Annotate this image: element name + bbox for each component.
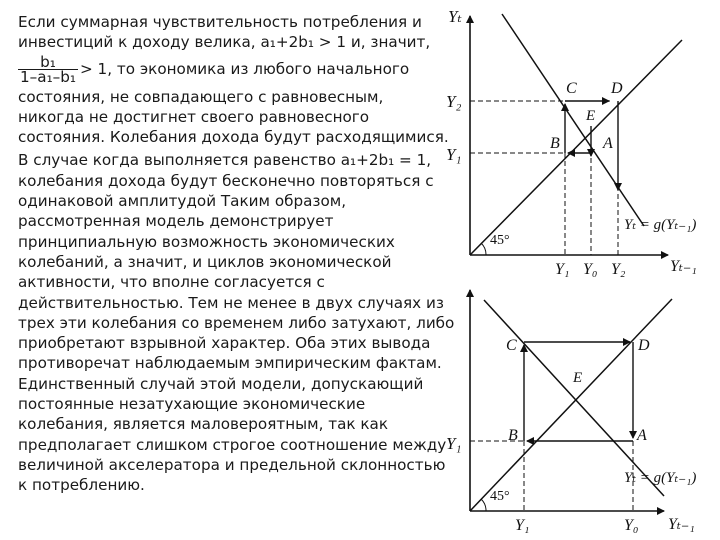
text-line: противоречат наблюдаемым эмпирическим фактам. (18, 354, 442, 373)
text-line: В случае когда выполняется равенство a₁+2b₁ = 1, (18, 151, 432, 170)
point-label-e: E (586, 108, 596, 124)
angle-arc (481, 499, 486, 511)
text-line: состояния, не совпадающего с равновесным, (18, 87, 384, 106)
text-line: Если суммарная чувствительность потребления и (18, 13, 422, 31)
x-axis-label: Yₜ₋₁ (668, 516, 695, 533)
text-line: к потреблению. (18, 476, 145, 495)
y-tick-label: Y₁ (446, 434, 462, 453)
text-line: постоянные незатухающие экономические (18, 395, 366, 414)
text-line: никогда не достигнет своего равновесного (18, 107, 370, 126)
x-tick-label: Y₀ (583, 261, 598, 278)
text-line: > 1, то экономика из любого начального (79, 60, 410, 79)
point-label-b: B (550, 135, 560, 152)
text-line: Единственный случай этой модели, допускающий (18, 374, 424, 393)
curve-label: Yₜ = g(Yₜ₋₁) (624, 470, 697, 486)
text-line: величиной акселератора и предельной склонностью (18, 455, 446, 474)
point-label-a: A (637, 427, 647, 444)
text-line: действительностью. Тем не менее в двух случаях из (18, 293, 444, 312)
point-label-a: A (603, 135, 613, 152)
graph-bottom (446, 290, 696, 534)
point-label-c: C (566, 80, 577, 97)
text-line: одинаковой амплитудой Таким образом, (18, 192, 347, 211)
text-line: инвестиций к доходу велика, a₁+2b₁ > 1 и, значит, (18, 33, 431, 52)
x-axis-label: Yₜ₋₁ (670, 258, 697, 275)
fraction-numerator: b₁ (18, 55, 78, 70)
curve-label: Yₜ = g(Yₜ₋₁) (624, 217, 697, 233)
fraction-denominator: 1–a₁–b₁ (20, 68, 76, 87)
angle-label: 45° (490, 489, 510, 504)
y-tick-label: Y₁ (446, 145, 462, 164)
x-tick-label: Y₀ (624, 517, 639, 534)
text-line: приобретают взрывной характер. Оба этих вывода (18, 334, 431, 353)
y-tick-label: Y₂ (446, 92, 462, 111)
text-line: активности, что вполне согласуется с (18, 273, 325, 292)
angle-label: 45° (490, 233, 510, 248)
text-line: трех эти колебания со временем либо затухают, либо (18, 313, 455, 332)
text-line: рассмотренная модель демонстрирует (18, 212, 334, 231)
text-line: колебания, является маловероятным, так как (18, 415, 389, 434)
curve-line (484, 300, 664, 496)
point-label-b: B (508, 427, 518, 444)
graph-top (446, 7, 697, 278)
text-line: состояния. Колебания дохода будут расходящимися. (18, 128, 449, 147)
x-tick-label: Y₁ (515, 517, 530, 534)
text-line: колебания дохода будут бесконечно повторяться с (18, 171, 434, 190)
text-line: предполагает слишком строгое соотношение между (18, 435, 447, 454)
x-tick-label: Y₁ (555, 261, 570, 278)
y-axis-label: Yₜ (448, 7, 462, 26)
text-line: колебаний, а значит, и циклов экономической (18, 252, 392, 271)
point-label-c: C (506, 337, 517, 354)
curve-line (502, 14, 644, 226)
point-label-e: E (573, 370, 583, 386)
point-label-d: D (611, 80, 623, 97)
x-tick-label: Y₂ (611, 261, 626, 278)
point-label-d: D (638, 337, 650, 354)
angle-arc (481, 243, 486, 255)
text-line: принципиальную возможность экономических (18, 232, 395, 251)
